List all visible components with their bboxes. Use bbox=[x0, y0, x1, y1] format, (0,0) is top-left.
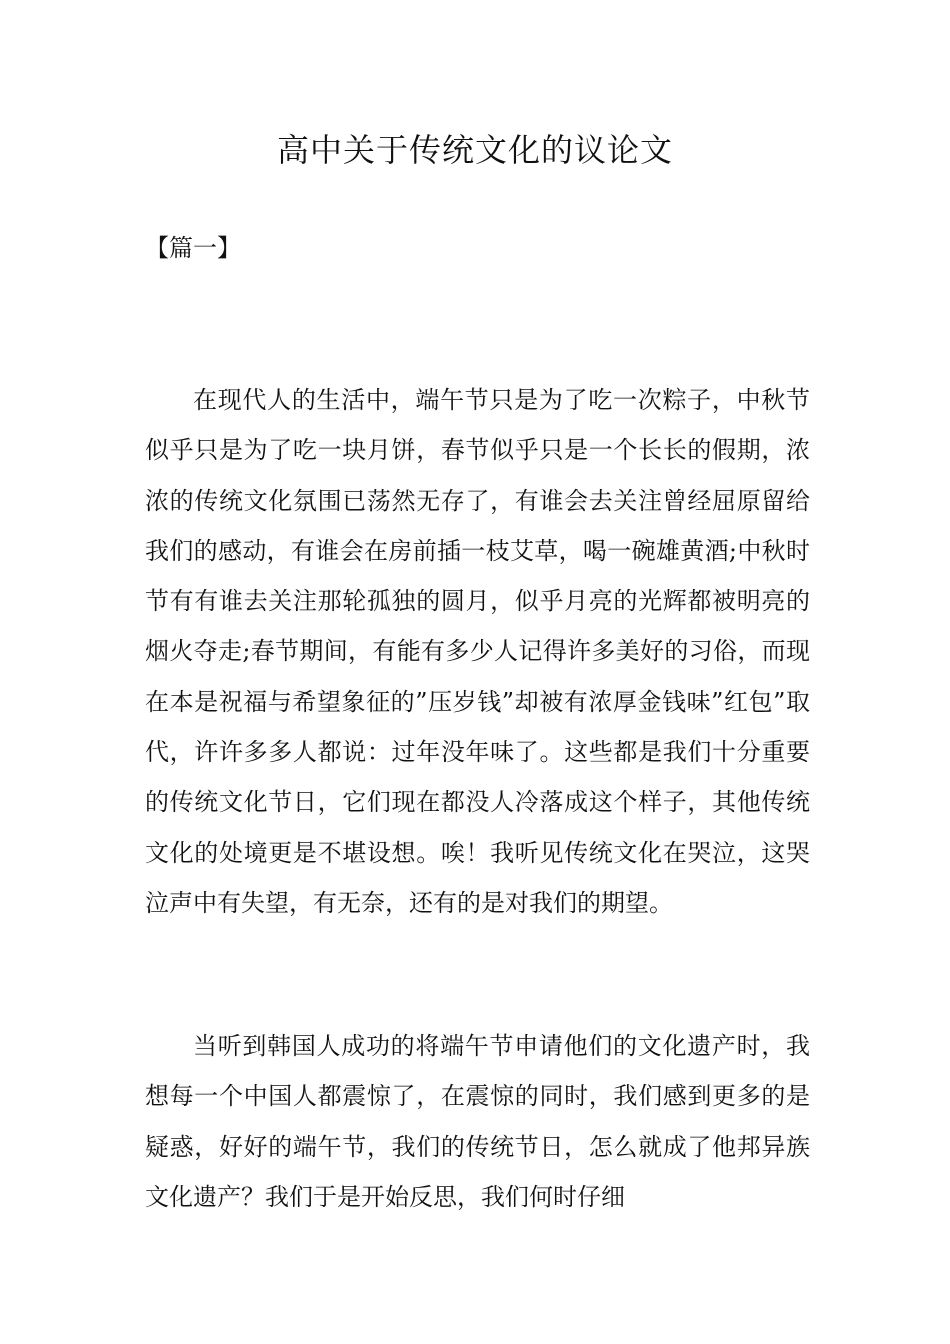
paragraph: 当听到韩国人成功的将端午节申请他们的文化遗产时，我想每一个中国人都震惊了，在震惊的同时，我们感到更多的是疑惑，好好的端午节，我们的传统节日，怎么就成了他邦异族文化遗产？我们于是开始反思，我们何时仔细 bbox=[145, 1032, 810, 1211]
section-label: 【篇一】 bbox=[145, 234, 241, 262]
paragraph: 在现代人的生活中，端午节只是为了吃一次粽子，中秋节似乎只是为了吃一块月饼，春节似乎只是一个长长的假期，浓浓的传统文化氛围已荡然无存了，有谁会去关注曾经屈原留给我们的感动，有谁会在房前插一枝艾草，喝一碗雄黄酒;中秋时节有有谁去关注那轮孤独的圆月，似乎月亮的光辉都被明亮的烟火夺走;春节期间，有能有多少人记得许多美好的习俗，而现在本是祝福与希望象征的”压岁钱”却被有浓厚金钱味”红包”取代，许许多多人都说：过年没年味了。这些都是我们十分重要的传统文化节日，它们现在都没人冷落成这个样子，其他传统文化的处境更是不堪设想。唉！我听见传统文化在哭泣，这哭泣声中有失望，有无奈，还有的是对我们的期望。 bbox=[145, 386, 810, 917]
document-title: 高中关于传统文化的议论文 bbox=[276, 131, 673, 169]
